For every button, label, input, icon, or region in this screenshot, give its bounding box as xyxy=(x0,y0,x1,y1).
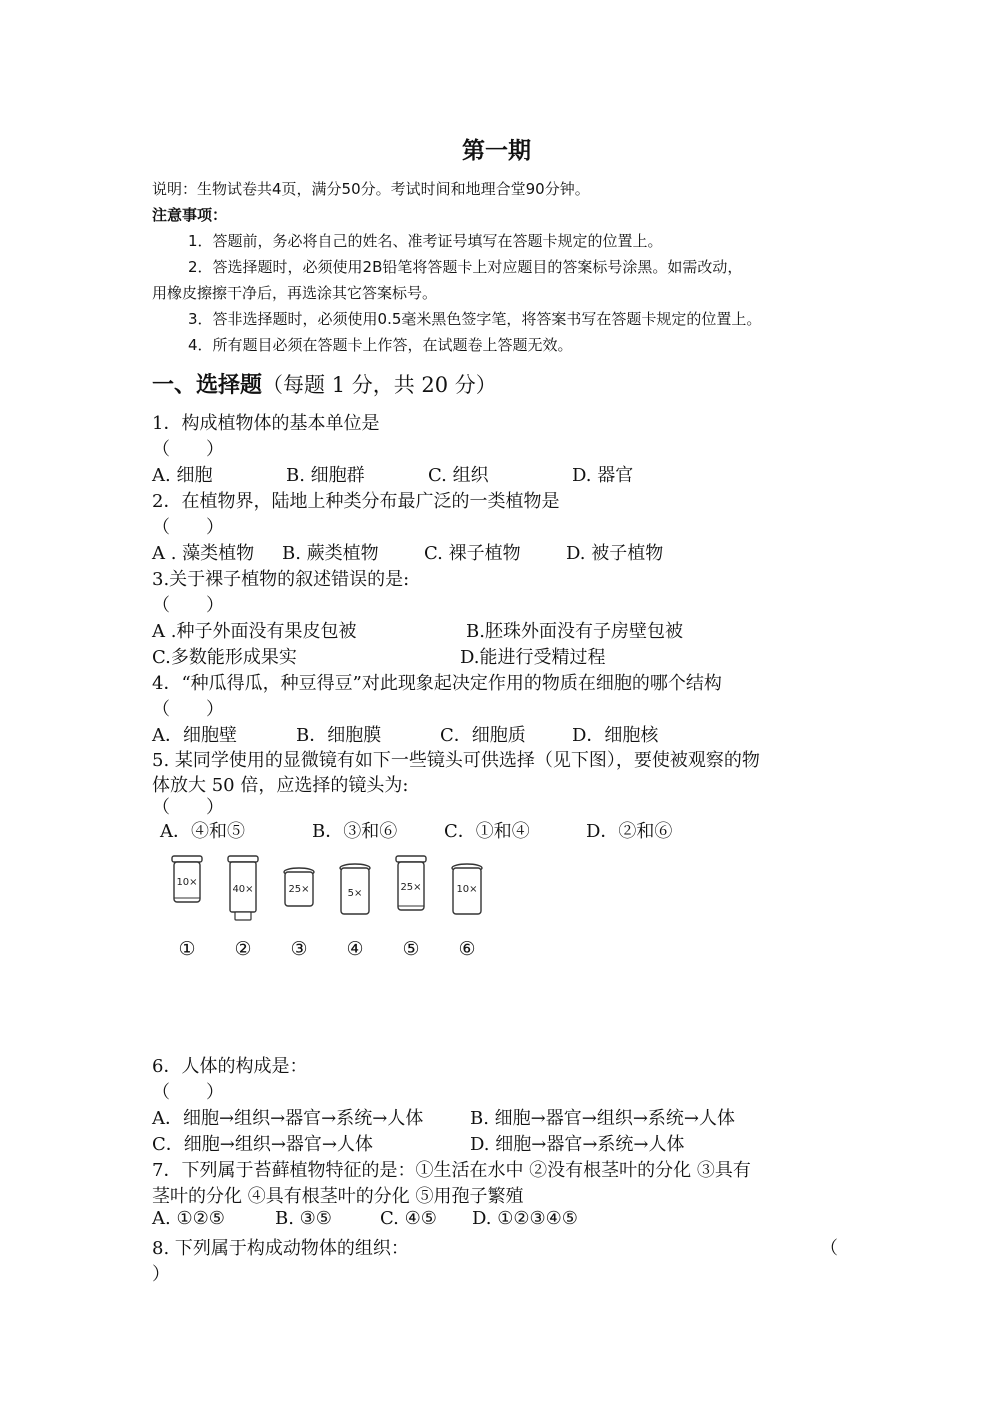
lens-3-mark: 25× xyxy=(288,884,310,895)
q4-stem: 4．“种瓜得瓜，种豆得豆”对此现象起决定作用的物质在细胞的哪个结构 xyxy=(152,673,722,694)
q4-option-b: B．细胞膜 xyxy=(296,725,382,746)
section-title: 一、选择题 xyxy=(152,372,263,398)
lens-2 xyxy=(228,856,258,920)
q1-option-d: D. 器官 xyxy=(572,465,634,486)
q7-option-d: D. ①②③④⑤ xyxy=(472,1208,578,1229)
lens-5 xyxy=(396,856,426,910)
section-subtitle: （每题 1 分，共 20 分） xyxy=(262,373,497,397)
q5-stem-line1: 5. 某同学使用的显微镜有如下一些镜头可供选择（见下图），要使被观察的物 xyxy=(152,750,760,771)
lens-2-mark: 40× xyxy=(232,884,254,895)
q1-option-b: B. 细胞群 xyxy=(286,465,365,486)
q5-option-c: C．①和④ xyxy=(444,821,530,842)
intro-text: 说明：生物试卷共4页，满分50分。考试时间和地理合堂90分钟。 xyxy=(152,180,590,198)
q4-option-a: A．细胞壁 xyxy=(152,725,237,746)
q2-option-a: A . 藻类植物 xyxy=(152,543,255,564)
q8-paren-open: （ xyxy=(820,1238,838,1259)
q1-option-a: A. 细胞 xyxy=(152,465,213,486)
page-title: 第一期 xyxy=(462,138,531,164)
lens-1-mark: 10× xyxy=(176,877,198,888)
notice-item-3: 3．答非选择题时，必须使用0.5毫米黑色签字笔，将答案书写在答题卡规定的位置上。 xyxy=(188,310,762,328)
q2-stem: 2．在植物界，陆地上种类分布最广泛的一类植物是 xyxy=(152,491,560,512)
q6-option-d: D. 细胞→器官→系统→人体 xyxy=(470,1134,685,1155)
q3-stem: 3.关于裸子植物的叙述错误的是: xyxy=(152,569,410,590)
q1-option-c: C. 组织 xyxy=(428,465,489,486)
q4-option-c: C．细胞质 xyxy=(440,725,526,746)
lens-label-6: ⑥ xyxy=(458,938,476,960)
q1-stem: 1．构成植物体的基本单位是 xyxy=(152,413,380,434)
q5-option-b: B．③和⑥ xyxy=(312,821,398,842)
q7-option-b: B. ③⑤ xyxy=(275,1208,332,1229)
lens-6-mark: 10× xyxy=(456,884,478,895)
q5-paren: （ ） xyxy=(152,797,224,818)
q3-option-b: B.胚珠外面没有子房壁包被 xyxy=(466,621,683,642)
lens-5-mark: 25× xyxy=(400,882,422,893)
q5-stem-line2: 体放大 50 倍，应选择的镜头为: xyxy=(152,775,409,796)
notice-item-1: 1．答题前，务必将自己的姓名、准考证号填写在答题卡规定的位置上。 xyxy=(188,232,663,250)
q7-stem-line2: 茎叶的分化 ④具有根茎叶的分化 ⑤用孢子繁殖 xyxy=(152,1186,524,1207)
q2-paren: （ ） xyxy=(152,517,224,538)
lens-6 xyxy=(452,864,482,914)
q7-option-a: A. ①②⑤ xyxy=(152,1208,225,1229)
lens-4 xyxy=(340,864,370,914)
lens-4-mark: 5× xyxy=(347,888,363,899)
lens-3 xyxy=(284,868,314,906)
q6-option-b: B. 细胞→器官→组织→系统→人体 xyxy=(470,1108,735,1129)
section-heading xyxy=(152,368,497,399)
q6-paren: （ ） xyxy=(152,1082,224,1103)
microscope-lens-figure xyxy=(160,852,490,932)
notice-item-2-cont: 用橡皮擦擦干净后，再选涂其它答案标号。 xyxy=(152,284,438,302)
q8-paren-close: ） xyxy=(152,1264,170,1285)
q6-stem: 6．人体的构成是： xyxy=(152,1056,308,1077)
lens-1 xyxy=(172,856,202,902)
q2-option-b: B. 蕨类植物 xyxy=(282,543,379,564)
q3-option-a: A .种子外面没有果皮包被 xyxy=(152,621,357,642)
q2-option-c: C. 裸子植物 xyxy=(424,543,521,564)
q4-option-d: D．细胞核 xyxy=(572,725,659,746)
lens-label-2: ② xyxy=(234,938,252,960)
q5-option-d: D．②和⑥ xyxy=(586,821,673,842)
q7-stem-line1: 7．下列属于苔藓植物特征的是：①生活在水中 ②没有根茎叶的分化 ③具有 xyxy=(152,1160,751,1181)
notice-item-2: 2．答选择题时，必须使用2B铅笔将答题卡上对应题目的答案标号涂黑。如需改动， xyxy=(188,258,743,276)
lens-label-3: ③ xyxy=(290,938,308,960)
notice-label: 注意事项： xyxy=(152,206,228,224)
q6-option-a: A．细胞→组织→器官→系统→人体 xyxy=(152,1108,424,1129)
q3-option-d: D.能进行受精过程 xyxy=(460,647,606,668)
q4-paren: （ ） xyxy=(152,699,224,720)
notice-item-4: 4．所有题目必须在答题卡上作答，在试题卷上答题无效。 xyxy=(188,336,573,354)
q1-paren: （ ） xyxy=(152,439,224,460)
q5-option-a: A．④和⑤ xyxy=(160,821,245,842)
q3-paren: （ ） xyxy=(152,595,224,616)
q2-option-d: D. 被子植物 xyxy=(566,543,664,564)
lens-label-5: ⑤ xyxy=(402,938,420,960)
q6-option-c: C．细胞→组织→器官→人体 xyxy=(152,1134,374,1155)
q8-stem: 8. 下列属于构成动物体的组织： xyxy=(152,1238,409,1259)
q7-option-c: C. ④⑤ xyxy=(380,1208,437,1229)
q3-option-c: C.多数能形成果实 xyxy=(152,647,297,668)
lens-label-4: ④ xyxy=(346,938,364,960)
lens-label-1: ① xyxy=(178,938,196,960)
